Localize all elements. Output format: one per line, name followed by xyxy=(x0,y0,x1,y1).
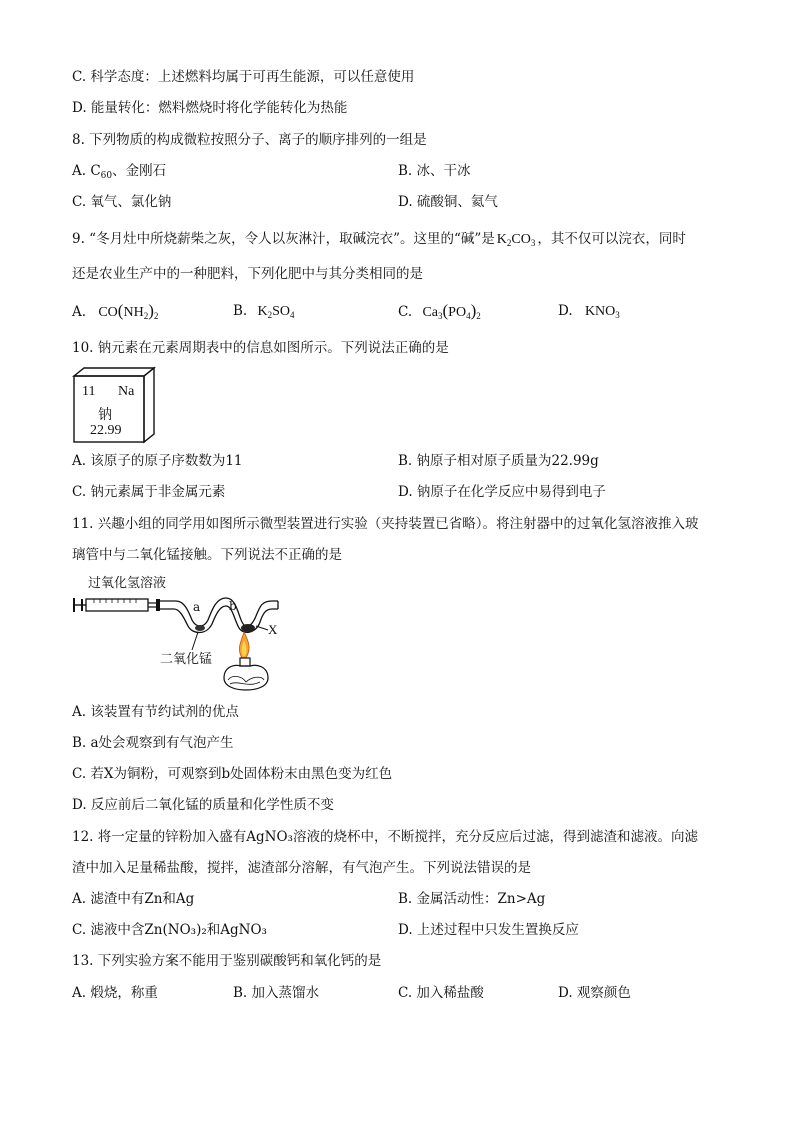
q9-option-b-label: B. xyxy=(233,303,248,319)
q10-option-c: C. 钠元素属于非金属元素 xyxy=(72,484,226,500)
q9-option-b-formula: $K_2SO_4$ xyxy=(257,304,295,320)
q9-formula-k2co3: $K_2CO_3$ xyxy=(496,232,536,248)
q11-option-b: B. a处会观察到有气泡产生 xyxy=(72,735,234,751)
question-8: 8. 下列物质的构成微粒按照分子、离子的顺序排列的一组是 xyxy=(72,132,427,148)
q9-text-end: ，其不仅可以浣衣，同时 xyxy=(537,231,686,247)
q12-option-b: B. 金属活动性：Zn>Ag xyxy=(398,891,546,907)
q13-option-a: A. 煅烧，称重 xyxy=(72,985,158,1001)
q9-option-d-label: D. xyxy=(558,303,573,319)
label-a: a xyxy=(193,600,201,614)
q8-option-b: B. 冰、干冰 xyxy=(398,163,471,179)
question-11-line-1: 11. 兴趣小组的同学用如图所示微型装置进行实验（夹持装置已省略）。将注射器中的过氧化氢溶液推入玻 xyxy=(72,516,699,532)
label-x: X xyxy=(268,622,278,637)
q9-option-a xyxy=(72,302,158,322)
q9-option-a-label: A. xyxy=(72,304,87,320)
q8-option-d: D. 硫酸铜、氦气 xyxy=(398,194,498,210)
micro-apparatus-figure xyxy=(72,570,292,695)
atomic-number: 11 xyxy=(82,384,96,399)
q8-option-c: C. 氧气、氯化钠 xyxy=(72,194,172,210)
q8-option-a-prefix: A. C xyxy=(72,163,101,179)
q11-option-c: C. 若X为铜粉，可观察到b处固体粉末由黑色变为红色 xyxy=(72,766,393,782)
q12-option-d: D. 上述过程中只发生置换反应 xyxy=(398,922,579,938)
q13-option-d: D. 观察颜色 xyxy=(558,985,631,1001)
q12-option-a: A. 滤渣中有Zn和Ag xyxy=(72,891,195,907)
q9-option-c xyxy=(398,302,481,322)
periodic-table-cell xyxy=(72,366,156,444)
label-manganese-dioxide: 二氧化锰 xyxy=(160,652,213,667)
question-13: 13. 下列实验方案不能用于鉴别碳酸钙和氧化钙的是 xyxy=(72,953,382,969)
q11-option-a: A. 该装置有节约试剂的优点 xyxy=(72,704,239,720)
q13-option-b: B. 加入蒸馏水 xyxy=(233,985,320,1001)
q9-text-start: 9. “冬月灶中所烧薪柴之灰，令人以灰淋汁，取碱浣衣”。这里的“碱”是 xyxy=(72,231,495,247)
q12-option-c: C. 滤液中含Zn(NO₃)₂和AgNO₃ xyxy=(72,922,267,938)
q10-option-b: B. 钠原子相对原子质量为22.99g xyxy=(398,453,599,469)
atomic-mass: 22.99 xyxy=(90,423,122,438)
question-9-line-2: 还是农业生产中的一种肥料，下列化肥中与其分类相同的是 xyxy=(72,266,423,282)
q9-option-a-formula: $CO(NH_2)_2$ xyxy=(98,301,159,321)
question-9-line-1 xyxy=(72,230,686,249)
label-b: b xyxy=(229,599,237,613)
option-c-science-attitude: C. 科学态度：上述燃料均属于可再生能源，可以任意使用 xyxy=(72,69,415,85)
q9-option-c-formula: $Ca_3(PO_4)_2$ xyxy=(422,301,481,321)
q11-option-d: D. 反应前后二氧化锰的质量和化学性质不变 xyxy=(72,797,334,813)
q9-option-d-formula: $KNO_3$ xyxy=(584,304,620,320)
question-12-line-2: 渣中加入足量稀盐酸，搅拌，滤渣部分溶解，有气泡产生。下列说法错误的是 xyxy=(72,860,531,876)
q10-option-a: A. 该原子的原子序数数为11 xyxy=(72,453,243,469)
element-symbol: Na xyxy=(118,384,135,399)
q8-option-a-suffix: 、金刚石 xyxy=(112,163,167,179)
option-d-energy-conversion: D. 能量转化：燃料燃烧时将化学能转化为热能 xyxy=(72,100,348,116)
element-name: 钠 xyxy=(98,407,112,423)
q9-option-d xyxy=(558,302,620,321)
q9-option-b xyxy=(233,302,295,321)
question-10: 10. 钠元素在元素周期表中的信息如图所示。下列说法正确的是 xyxy=(72,340,449,356)
q8-option-a xyxy=(72,162,166,180)
q9-option-c-label: C. xyxy=(398,304,413,320)
question-12-line-1: 12. 将一定量的锌粉加入盛有AgNO₃溶液的烧杯中，不断搅拌，充分反应后过滤，得到滤渣和滤液。向滤 xyxy=(72,829,698,845)
label-hydrogen-peroxide: 过氧化氢溶液 xyxy=(88,576,167,591)
q13-option-c: C. 加入稀盐酸 xyxy=(398,985,484,1001)
q10-option-d: D. 钠原子在化学反应中易得到电子 xyxy=(398,484,606,500)
q8-option-a-subscript: 60 xyxy=(100,171,113,181)
question-11-line-2: 璃管中与二氧化锰接触。下列说法不正确的是 xyxy=(72,547,342,563)
